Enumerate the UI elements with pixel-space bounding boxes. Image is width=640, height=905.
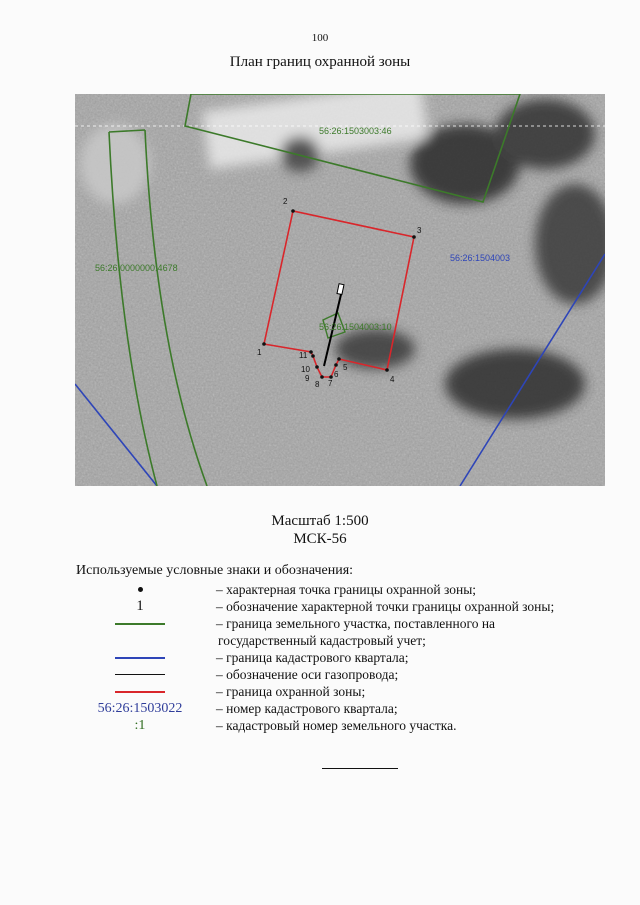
point-label-8: 8 xyxy=(315,380,320,389)
blue-line-icon xyxy=(115,657,165,659)
page-number: 100 xyxy=(311,32,329,44)
legend-desc: – граница охранной зоны; xyxy=(216,684,366,699)
point-label-6: 6 xyxy=(334,370,339,379)
point-label-11: 11 xyxy=(299,351,308,360)
point-dot-icon xyxy=(138,587,143,592)
legend-row-gas-axis xyxy=(76,666,616,683)
point-label-10: 10 xyxy=(301,365,310,374)
legend-row-point xyxy=(76,581,616,598)
red-line-icon xyxy=(115,691,165,693)
point-label-5: 5 xyxy=(343,363,348,372)
green-line-icon xyxy=(115,623,165,625)
scale-block xyxy=(0,512,640,548)
parcel-label-top: 56:26:1503003:46 xyxy=(319,126,392,136)
legend-desc: – обозначение оси газопровода; xyxy=(216,667,399,682)
page-title: План границ охранной зоны xyxy=(229,54,411,70)
scale-text: Масштаб 1:500 xyxy=(271,513,369,529)
parcel-number-symbol: :1 xyxy=(134,718,146,733)
legend-row-quarter-boundary xyxy=(76,649,616,666)
legend-row-parcel-cont xyxy=(76,632,616,649)
legend-row-parcel-number xyxy=(76,717,616,734)
point-label-9: 9 xyxy=(305,374,310,383)
parcel-label-center: 56:26:1504003:10 xyxy=(319,322,392,332)
point-label-4: 4 xyxy=(390,375,395,384)
legend-row-quarter-number xyxy=(76,700,616,717)
point-label-1: 1 xyxy=(257,348,262,357)
legend-desc: – граница кадастрового квартала; xyxy=(216,650,409,665)
legend-row-parcel xyxy=(76,615,616,632)
legend-desc: – кадастровый номер земельного участка. xyxy=(216,718,457,733)
quarter-label: 56:26:1504003 xyxy=(450,253,511,263)
legend-row-point-number xyxy=(76,598,616,615)
legend-row-zone-boundary xyxy=(76,683,616,700)
boundary-map xyxy=(75,94,605,486)
legend-heading: Используемые условные знаки и обозначения: xyxy=(76,563,354,578)
coord-system: МСК-56 xyxy=(293,531,347,547)
point-label-7: 7 xyxy=(328,379,333,388)
legend xyxy=(76,581,616,734)
black-line-icon xyxy=(115,674,165,675)
legend-desc: – обозначение характерной точки границы охранной зоны; xyxy=(216,599,555,614)
point-number-symbol: 1 xyxy=(136,598,144,614)
end-rule xyxy=(322,768,398,769)
point-label-3: 3 xyxy=(417,226,422,235)
legend-desc: – номер кадастрового квартала; xyxy=(216,701,398,716)
quarter-number-symbol: 56:26:1503022 xyxy=(97,701,183,716)
legend-desc: – характерная точка границы охранной зоны; xyxy=(216,582,477,597)
point-label-2: 2 xyxy=(283,197,288,206)
legend-desc: – граница земельного участка, поставленного на xyxy=(216,616,496,631)
legend-desc-cont: государственный кадастровый учет; xyxy=(218,633,426,648)
parcel-label-left: 56:26:0000000:4678 xyxy=(95,263,178,273)
